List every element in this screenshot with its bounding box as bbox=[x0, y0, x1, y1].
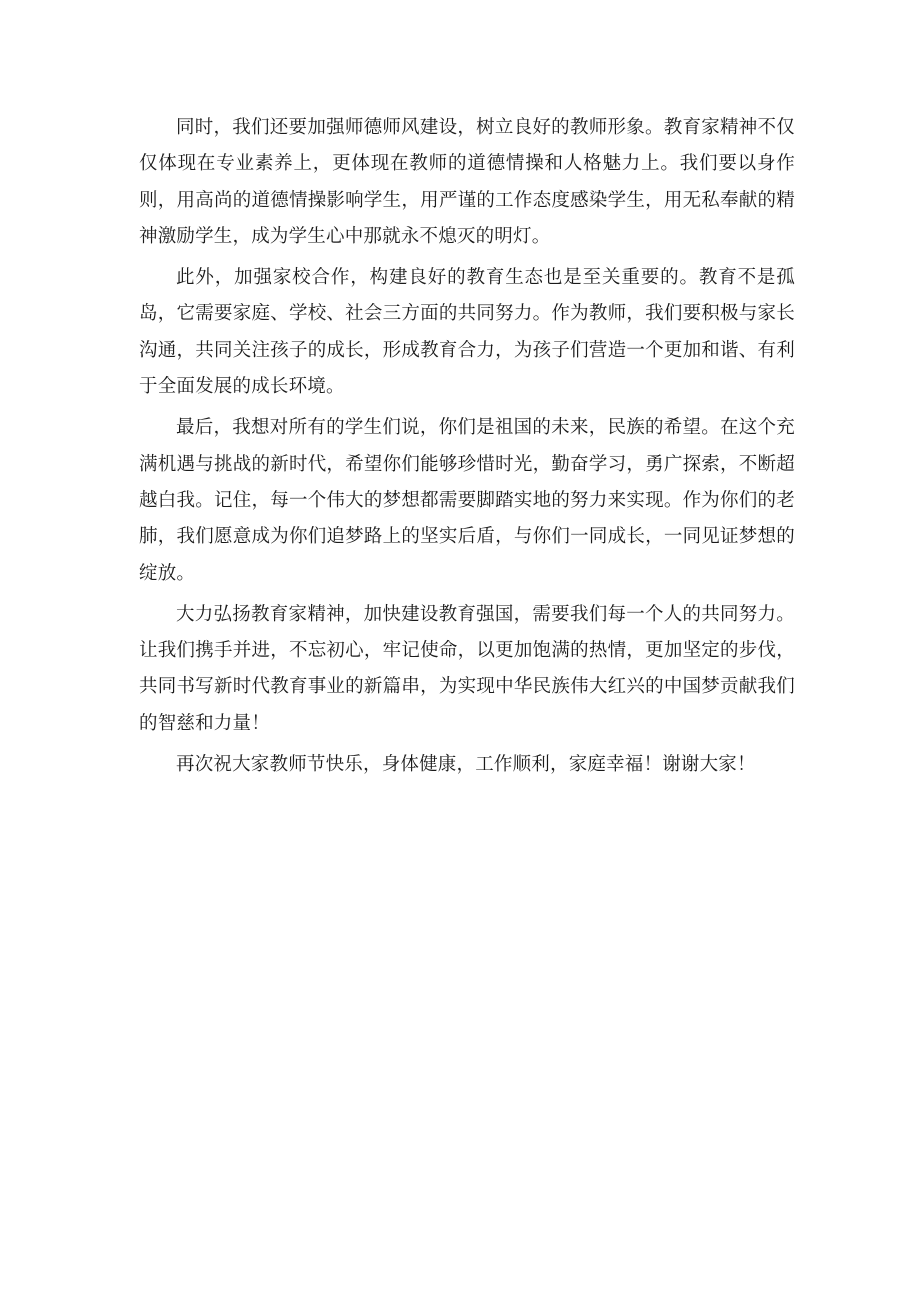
paragraph-teacher-ethics: 同时，我们还要加强师德师风建设，树立良好的教师形象。教育家精神不仅仅体现在专业素养上，更体现在教师的道德情操和人格魅力上。我们要以身作则，用高尚的道德情操影响学生，用严谨的工作态度感染学生，用无私奉献的精神激励学生，成为学生心中那就永不熄灭的明灯。 bbox=[139, 117, 795, 247]
paragraph-education-spirit: 大力弘扬教育家精神，加快建设教育强国，需要我们每一个人的共同努力。让我们携手并进，不忘初心，牢记使命，以更加饱满的热情，更加坚定的步伐，共同书写新时代教育事业的新篇串，为实现中华民族伟大红兴的中国梦贡献我们的智慈和力量！ bbox=[139, 603, 795, 734]
document-body bbox=[139, 110, 795, 788]
paragraph-home-school-cooperation: 此外，加强家校合作，构建良好的教育生态也是至关重要的。教育不是孤岛，它需要家庭、学校、社会三方面的共同努力。作为教师，我们要积极与家长沟通，共同关注孩子的成长，形成教育合力，为孩子们营造一个更加和谐、有利于全面发展的成长环境。 bbox=[139, 267, 795, 398]
paragraph-message-to-students: 最后，我想对所有的学生们说，你们是祖国的未来，民族的希望。在这个充满机遇与挑战的新时代，希望你们能够珍惜时光，勤奋学习，勇广探索，不断超越白我。记住，每一个伟大的梦想都需要脚踏实地的努力来实现。作为你们的老肺，我们愿意成为你们追梦路上的坚实后盾，与你们一同成长，一同见证梦想的绽放。 bbox=[139, 417, 795, 584]
paragraph-closing-wishes: 再次祝大家教师节快乐，身体健康，工作顺利，家庭幸福！谢谢大家！ bbox=[176, 754, 756, 776]
